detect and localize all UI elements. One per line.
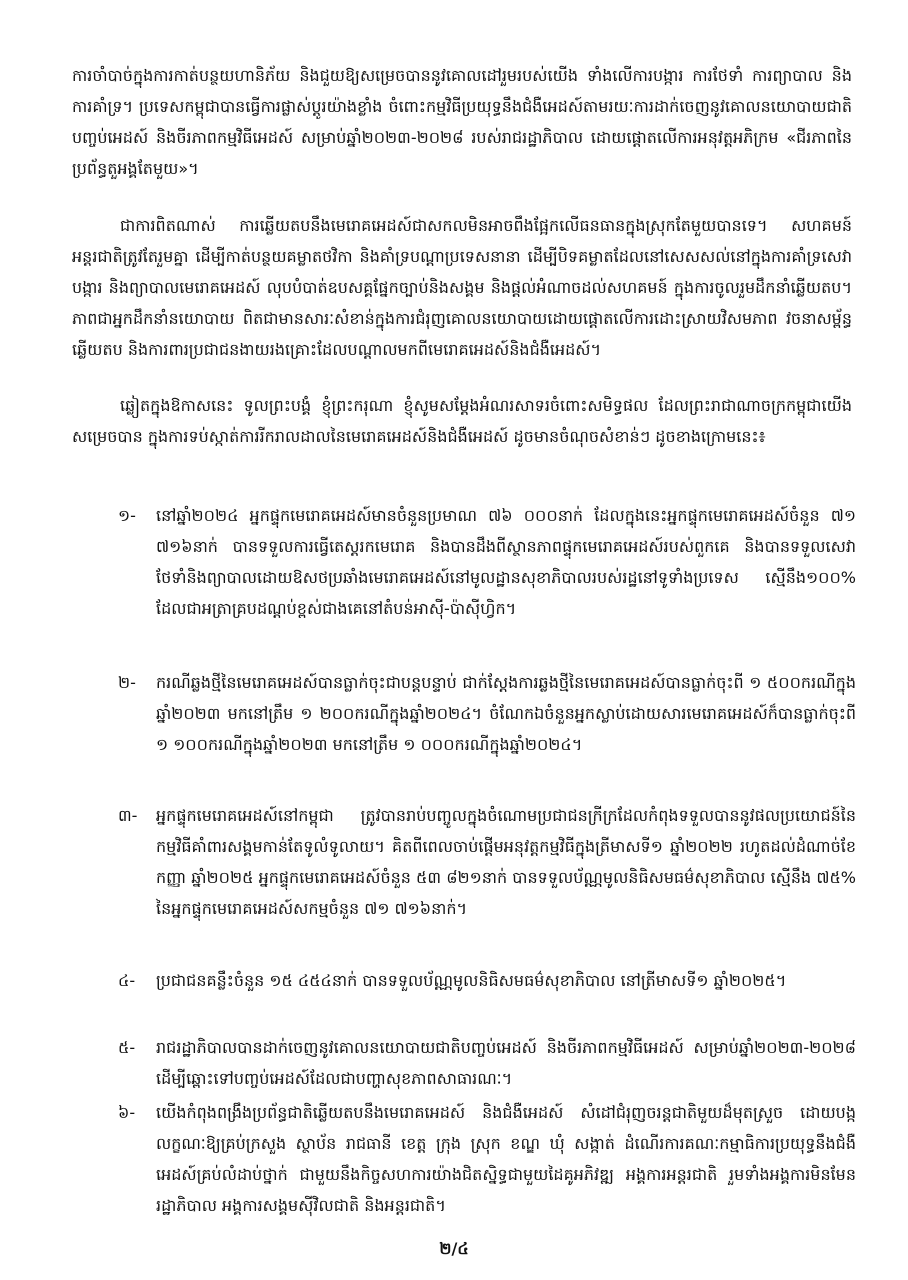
list-item: [118, 500, 858, 660]
list-item-number: ៣-: [118, 806, 138, 825]
list-item-text: យើងកំពុងពង្រឹងប្រព័ន្ធជាតិឆ្លើយតបនឹងមេរោគអេដស៍ និងជំងឺអេដស៍ សំដៅជំរុញចរន្តជាតិមួយដ៏មុតស្រួច ដោយបង្កលក្ខណៈឱ្យគ្រប់ក្រសួង ស្ថាប័ន រាជធានី ខេត្ត ក្រុង ស្រុក ខណ្ឌ ឃុំ សង្កាត់ ដំណើរការគណៈកម្មាធិការប្រយុទ្ធនឹងជំងឺអេដស៍គ្រប់លំដាប់ថ្នាក់ ជាមួយនឹងកិច្ចសហការយ៉ាងជិតស្និទ្ធជាមួយដៃគូអភិវឌ្ឍ អង្គការអន្តរជាតិ រួមទាំងអង្គការមិនមែនរដ្ឋាភិបាល អង្គការសង្គមស៊ីវិលជាតិ និងអន្តរជាតិ។: [156, 1103, 856, 1215]
list-item-text: ប្រជាជនគន្លឹះចំនួន ១៥ ៤៥៤នាក់ បានទទួលប័ណ្ណមូលនិធិសមធម៌សុខាភិបាល នៅត្រីមាសទី១ ឆ្នាំ២០២៥។: [156, 971, 787, 990]
list-item-number: ១-: [118, 506, 136, 525]
list-item-number: ៤-: [118, 971, 136, 990]
paragraph-intro-continuation: ការចាំបាច់ក្នុងការកាត់បន្ថយហានិភ័យ និងជួយឱ្យសម្រេចបាននូវគោលដៅរួមរបស់យើង ទាំងលើការបង្ការ ការថែទាំ ការព្យាបាល និងការគាំទ្រ។ ប្រទេសកម្ពុជាបានធ្វើការផ្លាស់ប្តូរយ៉ាងខ្លាំង ចំពោះកម្មវិធីប្រយុទ្ធនឹងជំងឺអេដស៍តាមរយៈការដាក់ចេញនូវគោលនយោបាយជាតិបញ្ចប់អេដស៍ និងចីរភាពកម្មវិធីអេដស៍ សម្រាប់ឆ្នាំ២០២៣-២០២៨ របស់រាជរដ្ឋាភិបាល ដោយផ្តោតលើការអនុវត្តអភិក្រម «ជីរភាពនៃប្រព័ន្ធតួអង្គតែមួយ»។: [72, 66, 852, 178]
list-item-text: រាជរដ្ឋាភិបាលបានដាក់ចេញនូវគោលនយោបាយជាតិបញ្ចប់អេដស៍ និងចីរភាពកម្មវិធីអេដស៍ សម្រាប់ឆ្នាំ២០២៣-២០២៨ ដើម្បីឆ្ពោះទៅបញ្ចប់អេដស៍ដែលជាបញ្ហាសុខភាពសាធារណៈ។: [156, 1038, 856, 1088]
list-item-number: ៦-: [118, 1103, 136, 1122]
list-item-text: អ្នកផ្ទុកមេរោគអេដស៍នៅកម្ពុជា ត្រូវបានរាប់បញ្ចូលក្នុងចំណោមប្រជាជនក្រីក្រដែលកំពុងទទួលបាននូវផលប្រយោជន៍នៃកម្មវិធីគាំពារសង្គមកាន់តែទូលំទូលាយ។ គិតពីពេលចាប់ផ្តើមអនុវត្តកម្មវិធីក្នុងត្រីមាសទី១ ឆ្នាំ២០២២ រហូតដល់ដំណាច់ខែកញ្ញា ឆ្នាំ២០២៥ អ្នកផ្ទុកមេរោគអេដស៍ចំនួន ៥៣ ៨២១នាក់ បានទទួលប័ណ្ណមូលនិធិសមធម៌សុខាភិបាល ស្មើនឹង ៧៥% នៃអ្នកផ្ទុកមេរោគអេដស៍សកម្មចំនួន ៧១ ៧១៦នាក់។: [156, 806, 856, 918]
list-item-number: ២-: [118, 673, 136, 692]
list-item: [118, 1032, 858, 1096]
list-item: [118, 667, 858, 795]
list-item: [118, 1097, 858, 1227]
paragraph-global-response: ជាការពិតណាស់ ការឆ្លើយតបនឹងមេរោគអេដស៍ជាសកលមិនអាចពឹងផ្អែកលើធនធានក្នុងស្រុកតែមួយបានទេ។ សហគមន៍អន្តរជាតិត្រូវតែរួមគ្នា ដើម្បីកាត់បន្ថយគម្លាតថវិកា និងគាំទ្របណ្តាប្រទេសនានា ដើម្បីបិទគម្លាតដែលនៅសេសសល់នៅក្នុងការគាំទ្រសេវាបង្ការ និងព្យាបាលមេរោគអេដស៍ លុបបំបាត់ឧបសគ្គផ្នែកច្បាប់និងសង្គម និងផ្តល់អំណាចដល់សហគមន៍ ក្នុងការចូលរួមដឹកនាំឆ្លើយតប។ ភាពជាអ្នកដឹកនាំនយោបាយ ពិតជាមានសារៈសំខាន់ក្នុងការជំរុញគោលនយោបាយដោយផ្តោតលើការដោះស្រាយវិសមភាព វចនាសម្ព័ន្ធឆ្លើយតប និងការពារប្រជាជនងាយរងគ្រោះដែលបណ្តាលមកពីមេរោគអេដស៍និងជំងឺអេដស៍។: [72, 216, 852, 359]
list-item: [118, 800, 858, 960]
paragraph-achievements-intro: ឆ្លៀតក្នុងឱកាសនេះ ទូលព្រះបង្គំ ខ្ញុំព្រះករុណា ខ្ញុំសូមសម្តែងអំណរសាទរចំពោះសមិទ្ធផល ដែលព្រះរាជាណាចក្រកម្ពុជាយើងសម្រេចបាន ក្នុងការទប់ស្កាត់ការរីករាលដាលនៃមេរោគអេដស៍និងជំងឺអេដស៍ ដូចមានចំណុចសំខាន់ៗ ដូចខាងក្រោមនេះ៖: [72, 396, 852, 446]
list-item-text: នៅឆ្នាំ២០២៤ អ្នកផ្ទុកមេរោគអេដស៍មានចំនួនប្រមាណ ៧៦ ០០០នាក់ ដែលក្នុងនេះអ្នកផ្ទុកមេរោគអេដស៍ចំនួន ៧១ ៧១៦នាក់ បានទទួលការធ្វើតេស្តរកមេរោគ និងបានដឹងពីស្ថានភាពផ្ទុកមេរោគអេដស៍របស់ពួកគេ និងបានទទួលសេវាថែទាំនិងព្យាបាលដោយឱសថប្រឆាំងមេរោគអេដស៍នៅមូលដ្ឋានសុខាភិបាលរបស់រដ្ឋនៅទូទាំងប្រទេស ស្មើនឹង១០០% ដែលជាអត្រាគ្របដណ្តប់ខ្ពស់ជាងគេនៅតំបន់អាស៊ី-ប៉ាស៊ីហ្វិក។: [156, 506, 856, 618]
page-number: ២/៤: [439, 1239, 469, 1258]
list-item-number: ៥-: [118, 1038, 136, 1057]
list-item-text: ករណីឆ្លងថ្មីនៃមេរោគអេដស៍បានធ្លាក់ចុះជាបន្តបន្ទាប់ ជាក់ស្តែងការឆ្លងថ្មីនៃមេរោគអេដស៍បានធ្លាក់ចុះពី ១ ៥០០ករណីក្នុងឆ្នាំ២០២៣ មកនៅត្រឹម ១ ២០០ករណីក្នុងឆ្នាំ២០២៤។ ចំណែកឯចំនួនអ្នកស្លាប់ដោយសារមេរោគអេដស៍ក៏បានធ្លាក់ចុះពី ១ ១០០ករណីក្នុងឆ្នាំ២០២៣ មកនៅត្រឹម ១ ០០០ករណីក្នុងឆ្នាំ២០២៤។: [156, 673, 856, 754]
list-item: [118, 965, 858, 1029]
